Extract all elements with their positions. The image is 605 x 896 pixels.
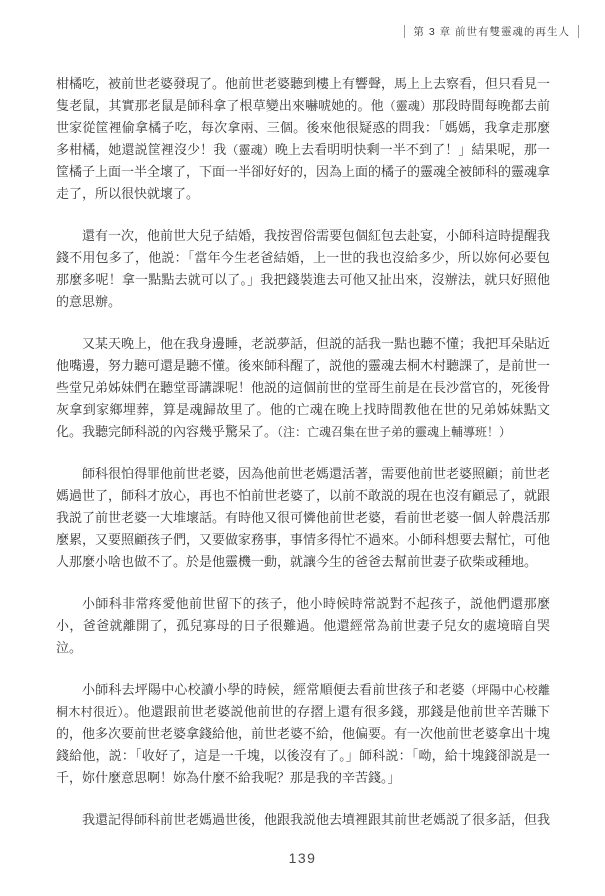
text-segment: 師科很怕得罪他前世老婆，因為他前世老媽還活著，需要他前世老婆照顧；前世老媽過世了，師科才放心，再也不怕前世老婆了，以前不敢説的現在也沒有顧忌了，就跟我説了前世老婆一大堆壞話。有時他又很可憐他前世老婆，看前世老婆一個人幹農活那麼累，又要照顧孩子們，又要做家務事，事情多得忙不過來。小師科想要去幫忙，可他人那麼小啥也做不了。於是他靈機一動，就讓今生的爸爸去幫前世妻子砍柴或種地。 <box>56 466 551 569</box>
text-segment: 還有一次，他前世大兒子結婚，我按習俗需要包個紅包去赴宴，小師科這時提醒我錢不用包多了，他説：「當年今生老爸結婚，上一世的我也沒給多少，所以妳何必要包那麼多呢！拿一點點去就可以了。」我把錢裝進去可他又扯出來，沒辦法，就只好照他的意思辦。 <box>56 228 551 309</box>
chapter-title: 第 3 章 前世有雙靈魂的再生人 <box>413 26 570 38</box>
paragraph <box>56 333 550 443</box>
text-segment: 晚上去看明明快剩一半不到了！」結果呢，那一筐橘子上面一半全壞了，下面一半卻好好的，因為上面的橘子的靈魂全被師科的靈魂拿走了，所以很快就壞了。 <box>56 142 551 201</box>
text-segment: 小師科非常疼愛他前世留下的孩子，他小時候時常説對不起孩子，説他們還那麼小，爸爸就離開了，孤兒寡母的日子很難過。他還經常為前世妻子兒女的處境暗自哭泣。 <box>56 596 550 655</box>
paragraph <box>56 225 550 313</box>
kai-note-segment: （注：亡魂召集在世子弟的靈魂上輔導班！） <box>277 425 512 439</box>
paragraph <box>56 593 550 659</box>
text-segment: 小師科去坪陽中心校讀小學的時候，經常順便去看前世孩子和老婆 <box>82 682 465 697</box>
text-segment: 柑橘吃，被前世老婆發現了。他前世老婆聽到樓上有響聲，馬上上去察看，但只看見一隻老鼠，其實那老鼠是師科拿了根草變出來嚇唬她的。他 <box>56 76 551 113</box>
running-head <box>404 24 579 39</box>
kai-note-segment: （坪陽中心校離桐木村很近） <box>56 683 550 719</box>
paragraph <box>56 679 550 789</box>
text-segment: 我還記得師科前世老媽過世後，他跟我説他去墳裡跟其前世老媽説了很多話，但我 <box>82 812 551 827</box>
page-body <box>56 73 550 851</box>
header-divider-left <box>404 25 405 38</box>
text-segment: 。他還跟前世老婆説他前世的存摺上還有很多錢，那錢是他前世辛苦賺下的，他多次要前世老婆拿錢給他，前世老婆不給，他偏要。有一次他前世老婆拿出十塊錢給他，説：「收好了，這是一千塊，以後沒有了。」師科説：「呦，給十塊錢卻説是一千，妳什麼意思啊！妳為什麼不給我呢？那是我的辛苦錢。」 <box>56 704 551 785</box>
page-number: 139 <box>288 850 317 866</box>
text-segment: 那段時間每晚都去前世家從筐裡偷拿橘子吃，每次拿兩、三個。後來他很疑惑的問我：「媽媽，我拿走那麼多柑橘，她還説筐裡沒少！我 <box>56 98 550 157</box>
paragraph <box>56 73 550 205</box>
paragraph <box>56 463 550 573</box>
paragraph <box>56 809 550 831</box>
header-divider-right <box>578 25 579 38</box>
kai-note-segment: （靈魂） <box>226 143 275 157</box>
text-segment: 又某天晚上，他在我身邊睡，老説夢話，但説的話我一點也聽不懂；我把耳朵貼近他嘴邊，努力聽可還是聽不懂。後來師科醒了，説他的靈魂去桐木村聽課了，是前世一些堂兄弟姊妹們在聽堂哥講課呢！他説的這個前世的堂哥生前是在長沙當官的，死後骨灰拿到家鄉埋葬，算是魂歸故里了。他的亡魂在晚上找時間教他在世的兄弟姊妹點文化。我聽完師科説的內容幾乎驚呆了。 <box>56 336 551 439</box>
kai-note-segment: （靈魂） <box>383 99 433 113</box>
